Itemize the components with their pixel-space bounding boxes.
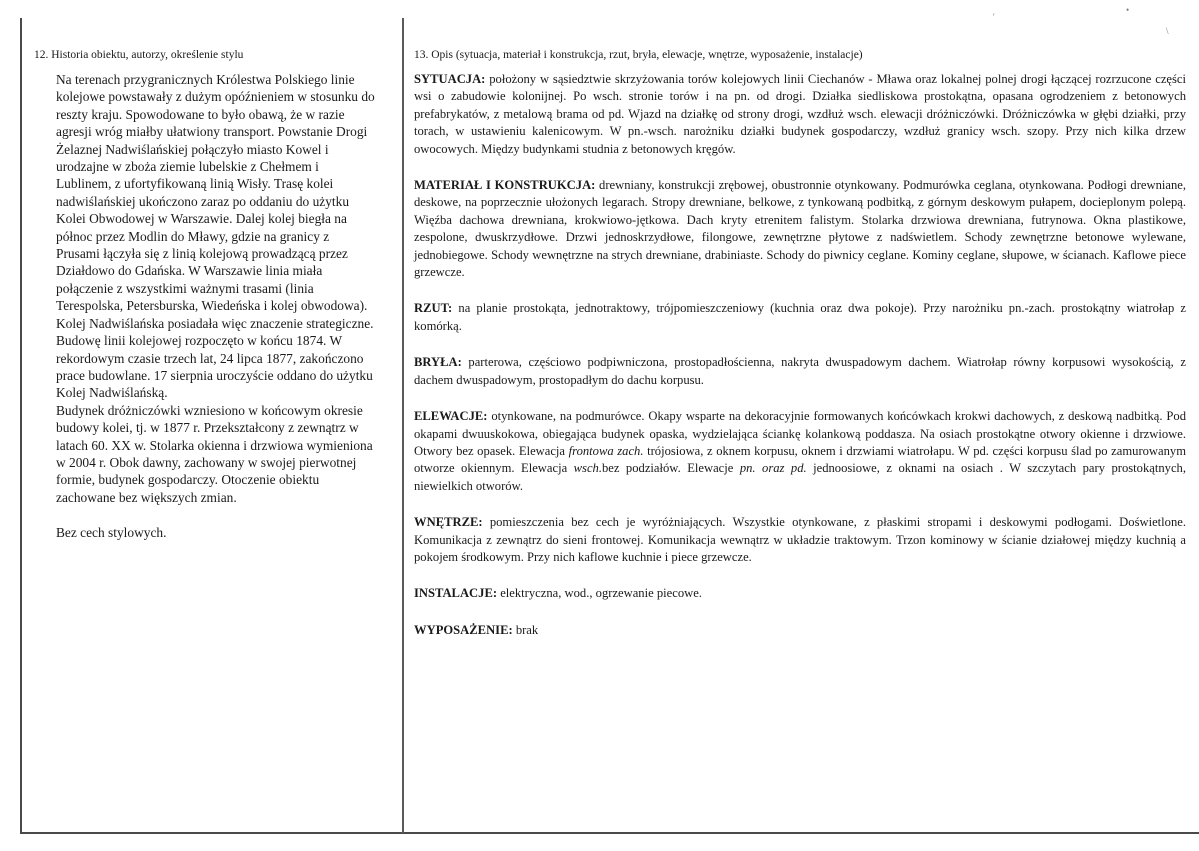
bryla-text: parterowa, częściowo podpiwniczona, prostopadłościenna, nakryta dwuspadowym dachem. Wiatrołap równy korpusowi wysokością, z dachem dwuspadowym, prostopadłym do dachu korpusu. bbox=[414, 355, 1186, 387]
scan-mark-apostrophe: ' bbox=[993, 12, 995, 22]
description-column bbox=[414, 48, 1186, 658]
scan-mark-tick: \ bbox=[1166, 26, 1169, 36]
bryla-label: BRYŁA: bbox=[414, 355, 462, 370]
rzut-paragraph bbox=[414, 300, 1186, 335]
history-text bbox=[56, 71, 376, 542]
elewacje-text-4: jednoosiowe, z oknami na osiach . W szczytach pary prostokątnych, niewielkich otworów. bbox=[414, 461, 1186, 493]
wyposazenie-label: WYPOSAŻENIE: bbox=[414, 622, 513, 637]
rzut-label: RZUT: bbox=[414, 301, 453, 316]
wnetrze-label: WNĘTRZE: bbox=[414, 515, 483, 530]
sytuacja-text: położony w sąsiedztwie skrzyżowania torów kolejowych linii Ciechanów - Mława oraz lokalnej polnej drogi łączącej rozrzucone części wsi o zabudowie kolonijnej. Po wsch. stronie torów i na pn. od drogi. Działka siedliskowa prostokątna, opasana ogrodzeniem z betonowych prefabrykatów, z metalową brama od pd. Wjazd na działkę od strony drogi, wzdłuż wsch. elewacji dróżniczówki. Dróżniczówka w głębi działki, przy torach, w ustawieniu kalenicowym. W pn.-wsch. narożniku działki budynek gospodarczy, wzdłuż granicy wsch. szopy. Przy nich kilka drzew owocowych. Między budynkami studnia z betonowych kręgów. bbox=[414, 72, 1186, 156]
sytuacja-label: SYTUACJA: bbox=[414, 72, 486, 86]
elewacje-label: ELEWACJE: bbox=[414, 409, 488, 424]
scan-mark-dot: • bbox=[1126, 5, 1130, 15]
elewacje-paragraph bbox=[414, 408, 1186, 495]
style-paragraph: Bez cech stylowych. bbox=[56, 525, 167, 541]
left-border-line bbox=[20, 18, 22, 833]
wyposazenie-paragraph bbox=[414, 622, 1186, 639]
material-paragraph bbox=[414, 177, 1186, 281]
elewacje-text-2: trójosiowa, z oknem korpusu, oknem i drzwiami wiatrołapu. W pd. części korpusu ślad po zamurowanym otworze okiennym. Elewacja bbox=[414, 443, 1187, 476]
instalacje-text: elektryczna, wod., ogrzewanie piecowe. bbox=[497, 586, 702, 601]
bryla-paragraph bbox=[414, 354, 1186, 389]
construction-paragraph: Budowę linii kolejowej rozpoczęto w końcu 1874. W rekordowym czasie trzech lat, 24 lipca 1877, zakończono prace budowlane. 17 sierpnia uroczyście oddano do użytku Kolej Nadwiślańską. bbox=[56, 333, 373, 401]
rzut-text: na planie prostokąta, jednotraktowy, trójpomieszczeniowy (kuchnia oraz dwa pokoje). Przy narożniku pn.-zach. prostokątny wiatrołap z komórką. bbox=[414, 301, 1186, 333]
building-paragraph: Budynek dróżniczówki wzniesiono w końcowym okresie budowy kolei, tj. w 1877 r. Przekształcony z zewnątrz w latach 60. XX w. Stolarka okienna i drzwiowa wymieniona w 2004 r. Obok dawny, zachowany w swojej pierwotnej formie, budynek gospodarczy. Otoczenie obiektu zachowane bez większych zmian. bbox=[56, 402, 373, 505]
elewacje-italic-2: wsch. bbox=[573, 461, 602, 476]
column-divider bbox=[402, 18, 404, 833]
wnetrze-text: pomieszczenia bez cech je wyróżniających. Wszystkie otynkowane, z płaskimi stropami i deskowymi podłogami. Doświetlone. Komunikacja z zewnątrz do sieni frontowej. Komunikacja wewnątrz w układzie traktowym. Trzon kominowy w ścianie działowej między kuchnią a pokojem środkowym. Przy nich kaflowe kuchnie i piece grzewcze. bbox=[414, 515, 1186, 564]
wnetrze-paragraph bbox=[414, 514, 1186, 566]
instalacje-label: INSTALACJE: bbox=[414, 586, 498, 601]
history-paragraph: Na terenach przygranicznych Królestwa Polskiego linie kolejowe powstawały z dużym opóźnieniem w stosunku do reszty kraju. Spowodowane to było obawą, że w razie agresji wróg miałby ułatwiony transport. Powstanie Drogi Żelaznej Nadwiślańskiej połączyło miasto Kowel i urodzajne w zboża ziemie lubelskie z Chełmem i Lublinem, z ufortyfikowaną linią Wisły. Trasę kolei nadwiślańskiej ukończono zaraz po oddaniu do użytku Kolei Obwodowej w Warszawie. Dalej kolej biegła na północ przez Modlin do Mławy, gdzie na granicy z Prusami łączyła się z linią kolejową prowadzącą przez Działdowo do Gdańska. W Warszawie linia miała połączenie z wszystkimi ważnymi trasami (linia Terespolska, Petersburska, Wiedeńska i kolej obwodowa). Kolej Nadwiślańska posiadała więc znaczenie strategiczne. bbox=[56, 72, 375, 331]
sytuacja-paragraph bbox=[414, 71, 1186, 158]
elewacje-italic-1: frontowa zach. bbox=[568, 443, 644, 458]
instalacje-paragraph bbox=[414, 585, 1186, 602]
history-heading: 12. Historia obiektu, autorzy, określenie stylu bbox=[34, 49, 244, 61]
elewacje-text-3: bez podziałów. Elewacje bbox=[601, 461, 740, 476]
description-text bbox=[414, 71, 1186, 639]
elewacje-text-1: otynkowane, na podmurówce. Okapy wsparte na dekoracyjnie formowanych końcówkach krokwi dachowych, z deskową nadbitką. Pod okapami dwuuskokowa, obiegająca budynek opaska, wydzielająca ściankę kolankową poddasza. Na osiach prostokątne otwory okienne i drzwiowe. Otwory bez opasek. Elewacja bbox=[414, 409, 1186, 458]
material-label: MATERIAŁ I KONSTRUKCJA: bbox=[414, 178, 596, 193]
material-text: drewniany, konstrukcji zrębowej, obustronnie otynkowany. Podmurówka ceglana, otynkowana. Podłogi drewniane, deskowe, na poprzecznie ułożonych legarach. Stropy drewniane, belkowe, z tynkowaną podbitką, z górnym deskowym pułapem, docieplonym polepą. Więźba dachowa drewniana, krokwiowo-jętkowa. Dach kryty etrenitem falistym. Stolarka drzwiowa drewniana, futrynowa. Okna plastikowe, zespolone, dwuskrzydłowe. Drzwi jednoskrzydłowe, filongowe, zewnętrzne płytowe z nadświetlem. Schody zewnętrzne betonowe wylewane, jednobiegowe. Schody wewnętrzne na strych drewniane, drabiniaste. Schody do piwnicy ceglane. Kominy ceglane, słupowe, w ścianach. Kaflowe piece grzewcze. bbox=[414, 178, 1186, 280]
description-heading: 13. Opis (sytuacja, materiał i konstrukcja, rzut, bryła, elewacje, wnętrze, wyposażenie, instalacje) bbox=[414, 49, 863, 61]
elewacje-italic-3: pn. oraz pd. bbox=[739, 461, 807, 476]
bottom-border-line bbox=[20, 832, 1199, 834]
wyposazenie-text: brak bbox=[512, 622, 539, 637]
history-column bbox=[34, 48, 394, 542]
